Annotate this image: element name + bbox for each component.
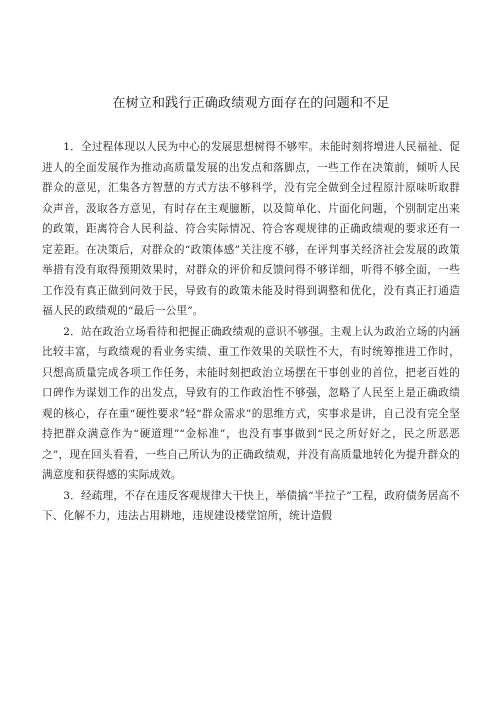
paragraph-1: 1．全过程体现以人民为中心的发展思想树得不够牢。未能时刻将增进人民福祉、促进人的全面发展作为推动高质量发展的出发点和落脚点，一些工作在决策前，倾听人民群众的意见，汇集各方智慧的方式方法不够科学，没有完全做到全过程原汁原味听取群众声音，汲取各方意见，有时存在主观臆断，以及简单化、片面化问题，个别制定出来的政策，距离符合人民利益、符合实际情况、符合客观规律的正确政绩观的要求还有一定差距。在决策后，对群众的“政策体感”关注度不够，在评判事关经济社会发展的政策举措有没有取得预期效果时，对群众的评价和反馈问得不够详细，听得不够全面，一些工作没有真正做到问效于民，导致有的政策未能及时得到调整和优化，没有真正打通造福人民的政绩观的“最后一公里”。 — [42, 141, 460, 317]
document-title: 在树立和践行正确政绩观方面存在的问题和不足 — [112, 96, 390, 111]
paragraph-2: 2．站在政治立场看待和把握正确政绩观的意识不够强。主观上认为政治立场的内涵比较丰富，与政绩观的看业务实绩、重工作效果的关联性不大，有时统筹推进工作时，只想高质量完成各项工作任务，未能时刻把政治立场摆在干事创业的首位，把老百姓的口碑作为谋划工作的出发点，导致有的工作政治性不够强，忽略了人民至上是正确政绩观的核心，存在重“硬性要求”轻“群众需求”的思维方式，实事求是讲，自己没有完全坚持把群众满意作为“硬道理”“金标准”，也没有事事做到“民之所好好之，民之所恶恶之”，现在回头看看，一些自己所认为的正确政绩观，并没有高质量地转化为提升群众的满意度和获得感的实际成效。 — [42, 325, 460, 481]
paragraph-3: 3．经疏理，不存在违反客观规律大干快上，举债搞“半拉子”工程，政府债务居高不下、化解不力，违法占用耕地，违规建设楼堂馆所，统计造假 — [42, 489, 460, 522]
